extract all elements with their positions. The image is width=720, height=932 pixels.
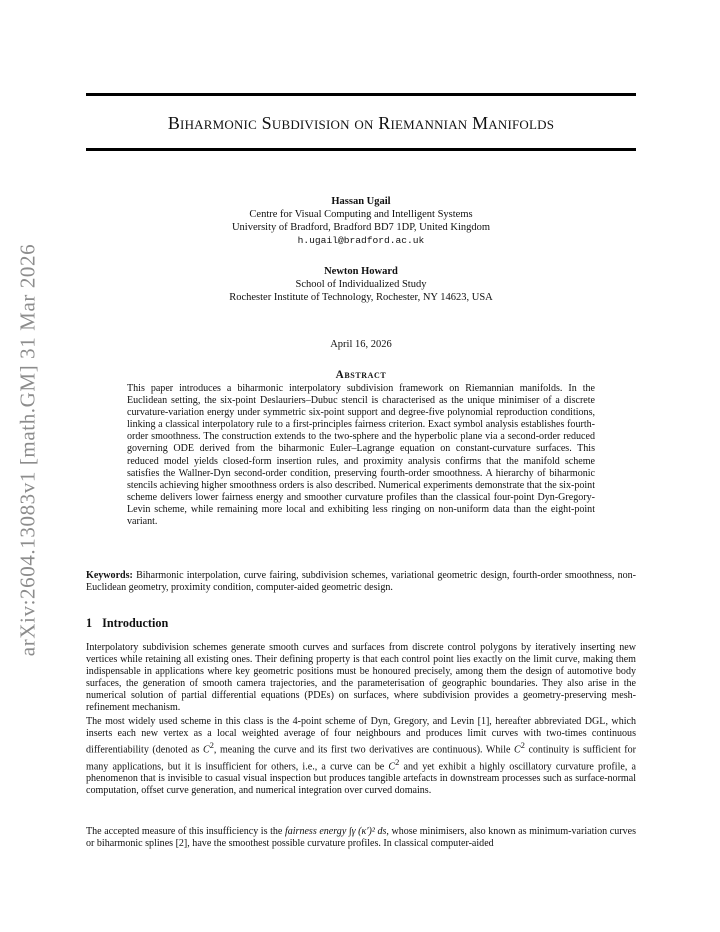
author-name: Newton Howard xyxy=(324,266,398,277)
abstract-body: This paper introduces a biharmonic interpolatory subdivision framework on Riemannian manifolds. In the Euclidean setting, the six-point Deslauriers–Dubuc stencil is characterised as the unique minimiser of a discrete curvature-variation energy under symmetric six-point support and degree-five polynomial reproduction conditions, linking a classical interpolatory rule to a first-principles fairness criterion. Exact symbol analysis establishes fourth-order smoothness. The construction extends to the two-sphere and the hyperbolic plane via a second-order reduced governing ODE derived from the biharmonic Euler–Lagrange equation on constant-curvature surfaces. This reduced model yields closed-form insertion rules, and proximity analysis confirms that the manifold scheme satisfies the Wallner-Dyn second-order condition, preserving fourth-order smoothness. A hierarchy of biharmonic stencils achieving higher smoothness orders is also described. Numerical experiments demonstrate that the six-point scheme delivers lower fairness energy and smoother curvature profiles than the classical four-point Dyn-Gregory-Levin scheme, while remaining more local and exhibiting less ringing on non-uniform data than the eight-point variant. xyxy=(127,383,595,528)
intro-paragraph-2: The most widely used scheme in this class is the 4-point scheme of Dyn, Gregory, and Levin [1], hereafter abbreviated DGL, which inserts each new vertex as a local weighted average of four neighbours and produces limit curves with two-times continuous differentiability (denoted as $C^2$, meaning the curve and its first two derivatives are continuous). While $C^2$ continuity is sufficient for many applications, but it is insufficient for others, i.e., a curve can be $C^2$ and yet exhibit a highly oscillatory curvature profile, a phenomenon that is invisible to casual visual inspection but produces tangible artefacts in downstream processes such as surface-normal computation, offset curve generation, and numerical integration over curved domains. xyxy=(86,716,636,797)
keywords xyxy=(86,570,636,594)
author-affiliation: University of Bradford, Bradford BD7 1DP, United Kingdom xyxy=(231,222,491,233)
title-rule-bottom xyxy=(86,148,636,151)
keywords-text: Biharmonic interpolation, curve fairing, subdivision schemes, variational geometric design, fourth-order smoothness, non-Euclidean geometry, proximity condition, computer-aided geometric design. xyxy=(86,570,636,594)
arxiv-sidebar xyxy=(8,240,48,660)
fairness-energy-term: fairness energy xyxy=(284,826,347,837)
section-title: Introduction xyxy=(102,616,169,630)
section-number: 1 xyxy=(86,616,93,630)
arxiv-identifier: arXiv:2604.13083v1 [math.GM] 31 Mar 2026 xyxy=(15,243,40,657)
author-affiliation: School of Individualized Study xyxy=(295,279,427,290)
author-name: Hassan Ugail xyxy=(331,196,391,207)
fairness-energy-formula: ∫γ (κ′)² ds xyxy=(348,826,387,837)
intro-paragraph-3: The accepted measure of this insufficiency is the fairness energy ∫γ (κ′)² ds, whose minimisers, also known as minimum-variation curves or biharmonic splines [2], have the smoothest possible curvature profiles. In classical computer-aided xyxy=(86,826,636,850)
intro-paragraph-1: Interpolatory subdivision schemes generate smooth curves and surfaces from discrete control polygons by iteratively inserting new vertices while retaining all existing ones. Their defining property is that each control point lies exactly on the limit curve, making them indispensable in applications where key geometric positions must be honoured precisely, among them the design of automotive body surfaces, the generation of smooth camera trajectories, and the parameterisation of geographic boundaries. They also arise in the numerical solution of partial differential equations (PDEs) on surfaces, where subdivision provides a geometry-preserving mesh-refinement mechanism. xyxy=(86,642,636,714)
author-affiliation: Rochester Institute of Technology, Rochester, NY 14623, USA xyxy=(229,292,493,303)
author-affiliation: Centre for Visual Computing and Intelligent Systems xyxy=(249,209,473,220)
abstract-heading: Abstract xyxy=(335,369,387,381)
author-block-2 xyxy=(86,265,636,304)
section-heading-introduction xyxy=(86,616,636,631)
paper-date: April 16, 2026 xyxy=(330,339,392,350)
author-block-1 xyxy=(86,195,636,247)
title-rule-top xyxy=(86,93,636,96)
paper-title: Biharmonic Subdivision on Riemannian Manifolds xyxy=(167,113,555,133)
author-email[interactable]: h.ugail@bradford.ac.uk xyxy=(297,235,425,246)
keywords-label: Keywords: xyxy=(86,570,133,581)
